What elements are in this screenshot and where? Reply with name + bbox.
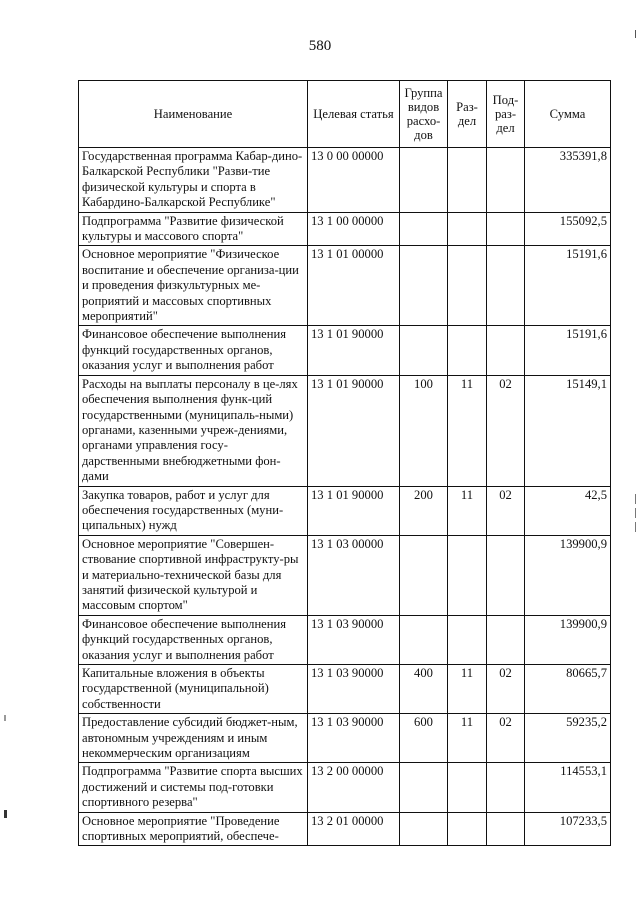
row-group: 100	[400, 375, 448, 486]
scan-artifact-mark	[635, 30, 636, 38]
row-sum: 15191,6	[525, 326, 611, 375]
row-name: Подпрограмма "Развитие физической культуры и массового спорта"	[79, 212, 308, 246]
row-name: Расходы на выплаты персоналу в це-лях обеспечения выполнения функ-ций государственными (муниципаль-ными) органами, казенными учреж-дениями, органами управления госу-дарственными внебюджетными фон-дами	[79, 375, 308, 486]
header-article: Целевая статья	[308, 81, 400, 148]
row-sum: 114553,1	[525, 763, 611, 812]
row-subsection	[487, 246, 525, 326]
row-group: 600	[400, 714, 448, 763]
row-sum: 80665,7	[525, 665, 611, 714]
row-name: Капитальные вложения в объекты государственной (муниципальной) собственности	[79, 665, 308, 714]
row-sum: 107233,5	[525, 812, 611, 846]
page-number: 580	[308, 38, 332, 54]
table-row	[79, 212, 611, 246]
table-row	[79, 714, 611, 763]
row-section	[448, 812, 487, 846]
table-row	[79, 812, 611, 846]
row-sum: 335391,8	[525, 148, 611, 213]
table-row	[79, 148, 611, 213]
row-article: 13 1 01 00000	[308, 246, 400, 326]
row-group	[400, 812, 448, 846]
row-subsection	[487, 535, 525, 615]
row-group	[400, 148, 448, 213]
row-group	[400, 246, 448, 326]
row-name: Финансовое обеспечение выполнения функций государственных органов, оказания услуг и выполнения работ	[79, 326, 308, 375]
row-name: Финансовое обеспечение выполнения функций государственных органов, оказания услуг и выполнения работ	[79, 615, 308, 664]
row-section	[448, 148, 487, 213]
row-article: 13 1 03 90000	[308, 665, 400, 714]
header-group: Группа видов расхо-дов	[400, 81, 448, 148]
row-section: 11	[448, 486, 487, 535]
table-row	[79, 486, 611, 535]
header-name: Наименование	[79, 81, 308, 148]
scan-artifact-mark	[4, 715, 6, 721]
row-name: Закупка товаров, работ и услуг для обеспечения государственных (муни-ципальных) нужд	[79, 486, 308, 535]
row-group	[400, 763, 448, 812]
row-sum: 155092,5	[525, 212, 611, 246]
row-subsection	[487, 812, 525, 846]
row-subsection: 02	[487, 665, 525, 714]
row-article: 13 1 03 00000	[308, 535, 400, 615]
table-header-row	[79, 81, 611, 148]
row-article: 13 0 00 00000	[308, 148, 400, 213]
row-group: 200	[400, 486, 448, 535]
row-name: Основное мероприятие "Физическое воспитание и обеспечение организа-ции и проведения физкультурных ме-роприятий и массовых спортивных мероприятий"	[79, 246, 308, 326]
budget-table	[78, 80, 611, 846]
row-section: 11	[448, 665, 487, 714]
row-sum: 15191,6	[525, 246, 611, 326]
table-row	[79, 615, 611, 664]
row-subsection	[487, 212, 525, 246]
row-article: 13 1 00 00000	[308, 212, 400, 246]
row-article: 13 1 01 90000	[308, 375, 400, 486]
row-article: 13 2 01 00000	[308, 812, 400, 846]
row-sum: 15149,1	[525, 375, 611, 486]
row-sum: 139900,9	[525, 615, 611, 664]
row-article: 13 2 00 00000	[308, 763, 400, 812]
row-section	[448, 326, 487, 375]
row-sum: 59235,2	[525, 714, 611, 763]
row-subsection: 02	[487, 486, 525, 535]
row-subsection: 02	[487, 375, 525, 486]
row-section	[448, 246, 487, 326]
table-row	[79, 763, 611, 812]
row-name: Основное мероприятие "Совершен-ствование спортивной инфраструкту-ры и материально-технической базы для занятий физической культурой и массовым спортом"	[79, 535, 308, 615]
row-sum: 42,5	[525, 486, 611, 535]
table-row	[79, 326, 611, 375]
row-article: 13 1 03 90000	[308, 714, 400, 763]
header-section: Раз-дел	[448, 81, 487, 148]
scan-artifact-mark	[4, 810, 7, 818]
row-subsection	[487, 763, 525, 812]
table-row	[79, 375, 611, 486]
row-subsection	[487, 326, 525, 375]
row-section	[448, 763, 487, 812]
row-article: 13 1 01 90000	[308, 486, 400, 535]
row-name: Предоставление субсидий бюджет-ным, автономным учреждениям и иным некоммерческим организациям	[79, 714, 308, 763]
scan-margin-marks	[634, 490, 638, 560]
row-group	[400, 212, 448, 246]
row-section	[448, 535, 487, 615]
row-name: Подпрограмма "Развитие спорта высших достижений и системы под-готовки спортивного резерва"	[79, 763, 308, 812]
header-sum: Сумма	[525, 81, 611, 148]
table-row	[79, 535, 611, 615]
row-group	[400, 326, 448, 375]
row-subsection: 02	[487, 714, 525, 763]
row-group	[400, 615, 448, 664]
header-subsection: Под-раз-дел	[487, 81, 525, 148]
row-group: 400	[400, 665, 448, 714]
row-section	[448, 615, 487, 664]
row-subsection	[487, 615, 525, 664]
table-row	[79, 246, 611, 326]
row-section: 11	[448, 375, 487, 486]
row-subsection	[487, 148, 525, 213]
table-row	[79, 665, 611, 714]
row-group	[400, 535, 448, 615]
row-section	[448, 212, 487, 246]
row-article: 13 1 01 90000	[308, 326, 400, 375]
row-name: Основное мероприятие "Проведение спортивных мероприятий, обеспече-	[79, 812, 308, 846]
row-article: 13 1 03 90000	[308, 615, 400, 664]
row-section: 11	[448, 714, 487, 763]
row-sum: 139900,9	[525, 535, 611, 615]
row-name: Государственная программа Кабар-дино-Балкарской Республики "Разви-тие физической культуры и спорта в Кабардино-Балкарской Республике"	[79, 148, 308, 213]
